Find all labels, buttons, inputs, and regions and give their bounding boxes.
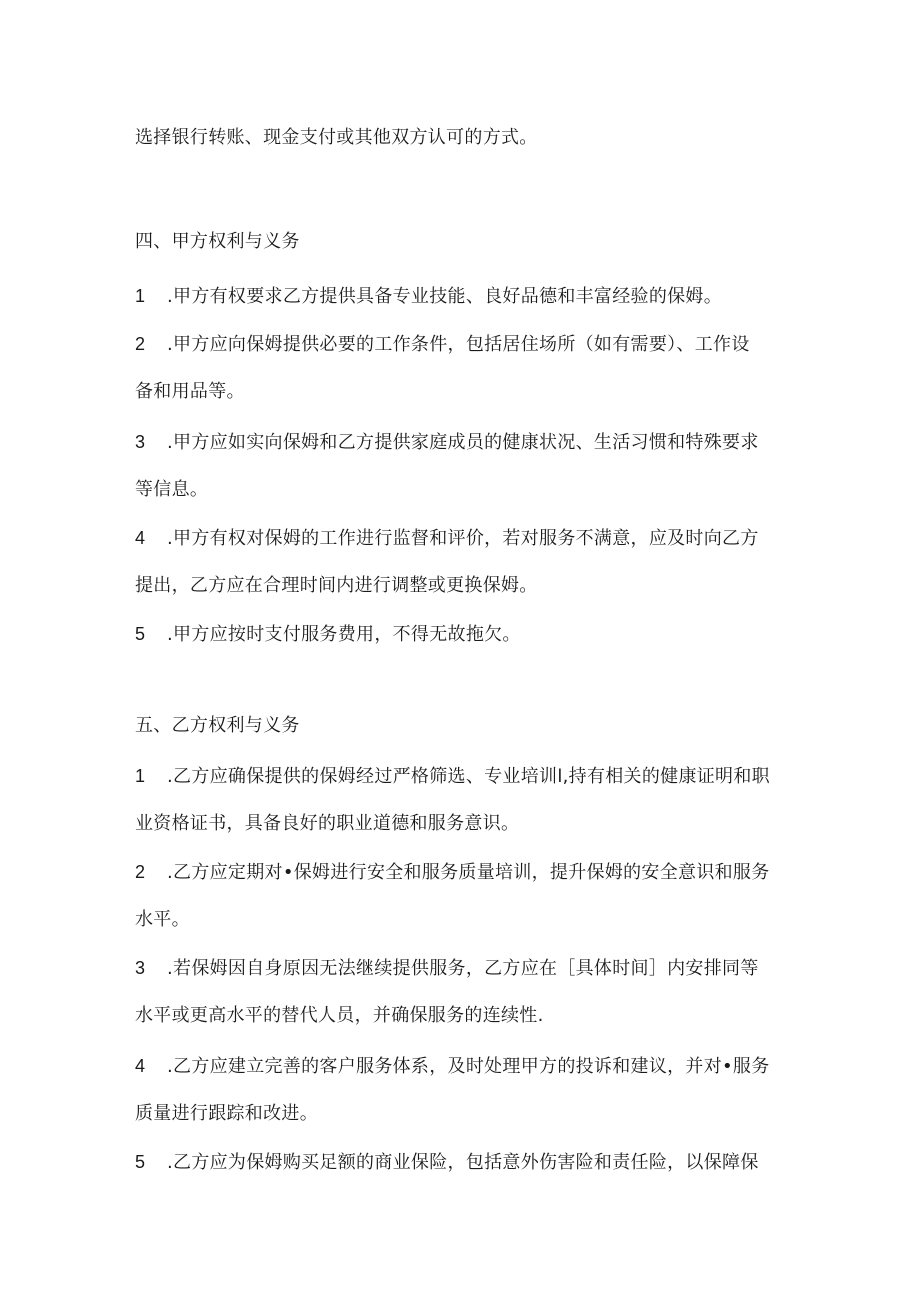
item-number: 3: [135, 432, 146, 452]
item-text: .乙方应定期对•保姆进行安全和服务质量培训，提升保姆的安全意识和服务: [167, 862, 770, 883]
item-text: .乙方应建立完善的客户服务体系，及时处理甲方的投诉和建议，并对•服务: [167, 1056, 770, 1077]
item-text: .甲方应向保姆提供必要的工作条件，包括居住场所（如有需要）、工作设: [167, 334, 750, 355]
item-text: .甲方应如实向保姆和乙方提供家庭成员的健康状况、生活习惯和特殊要求: [167, 432, 759, 453]
section-5-item-3-cont: 水平或更高水平的替代人员，并确保服务的连续性.: [135, 1005, 544, 1026]
section-5-item-2: [135, 860, 770, 885]
item-number: 2: [135, 334, 146, 354]
item-number: 2: [135, 862, 146, 882]
section-4-item-2: [135, 332, 750, 357]
section-5-item-1-cont: 业资格证书，具备良好的职业道德和服务意识。: [135, 813, 520, 834]
item-number: 1: [135, 766, 146, 786]
item-text: .乙方应确保提供的保姆经过严格筛选、专业培训l,持有相关的健康证明和职: [167, 766, 770, 787]
section-4-item-1: [135, 284, 722, 309]
section-4-item-3-cont: 等信息。: [135, 479, 209, 500]
section-4-item-2-cont: 备和用品等。: [135, 381, 245, 402]
section-4-item-4: [135, 526, 759, 551]
section-4-item-5: [135, 622, 521, 647]
item-number: 1: [135, 286, 146, 306]
section-5-item-4-cont: 质量进行跟踪和改进。: [135, 1103, 318, 1124]
item-text: .甲方应按时支付服务费用，不得无故拖欠。: [167, 624, 521, 645]
item-number: 4: [135, 1056, 146, 1076]
section-5-item-4: [135, 1054, 770, 1079]
section-5-item-1: [135, 764, 770, 789]
section-4-item-3: [135, 430, 759, 455]
section-5-item-3: [135, 956, 759, 981]
item-number: 5: [135, 1152, 146, 1172]
item-text: .甲方有权对保姆的工作进行监督和评价，若对服务不满意，应及时向乙方: [167, 528, 759, 549]
section-4-item-4-cont: 提出，乙方应在合理时间内进行调整或更换保姆。: [135, 575, 538, 596]
section-5-item-5: [135, 1150, 759, 1175]
item-number: 3: [135, 958, 146, 978]
item-text: .若保姆因自身原因无法继续提供服务，乙方应在［具体时间］内安排同等: [167, 958, 759, 979]
item-number: 4: [135, 528, 146, 548]
item-text: .乙方应为保姆购买足额的商业保险，包括意外伤害险和责任险，以保障保: [167, 1152, 759, 1173]
section-4-heading: 四、甲方权利与义务: [135, 231, 300, 252]
intro-line: 选择银行转账、现金支付或其他双方认可的方式。: [135, 127, 538, 148]
section-5-heading: 五、乙方权利与义务: [135, 715, 300, 736]
section-5-item-2-cont: 水平。: [135, 909, 190, 930]
item-text: .甲方有权要求乙方提供具备专业技能、良好品德和丰富经验的保姆。: [167, 286, 723, 307]
item-number: 5: [135, 624, 146, 644]
